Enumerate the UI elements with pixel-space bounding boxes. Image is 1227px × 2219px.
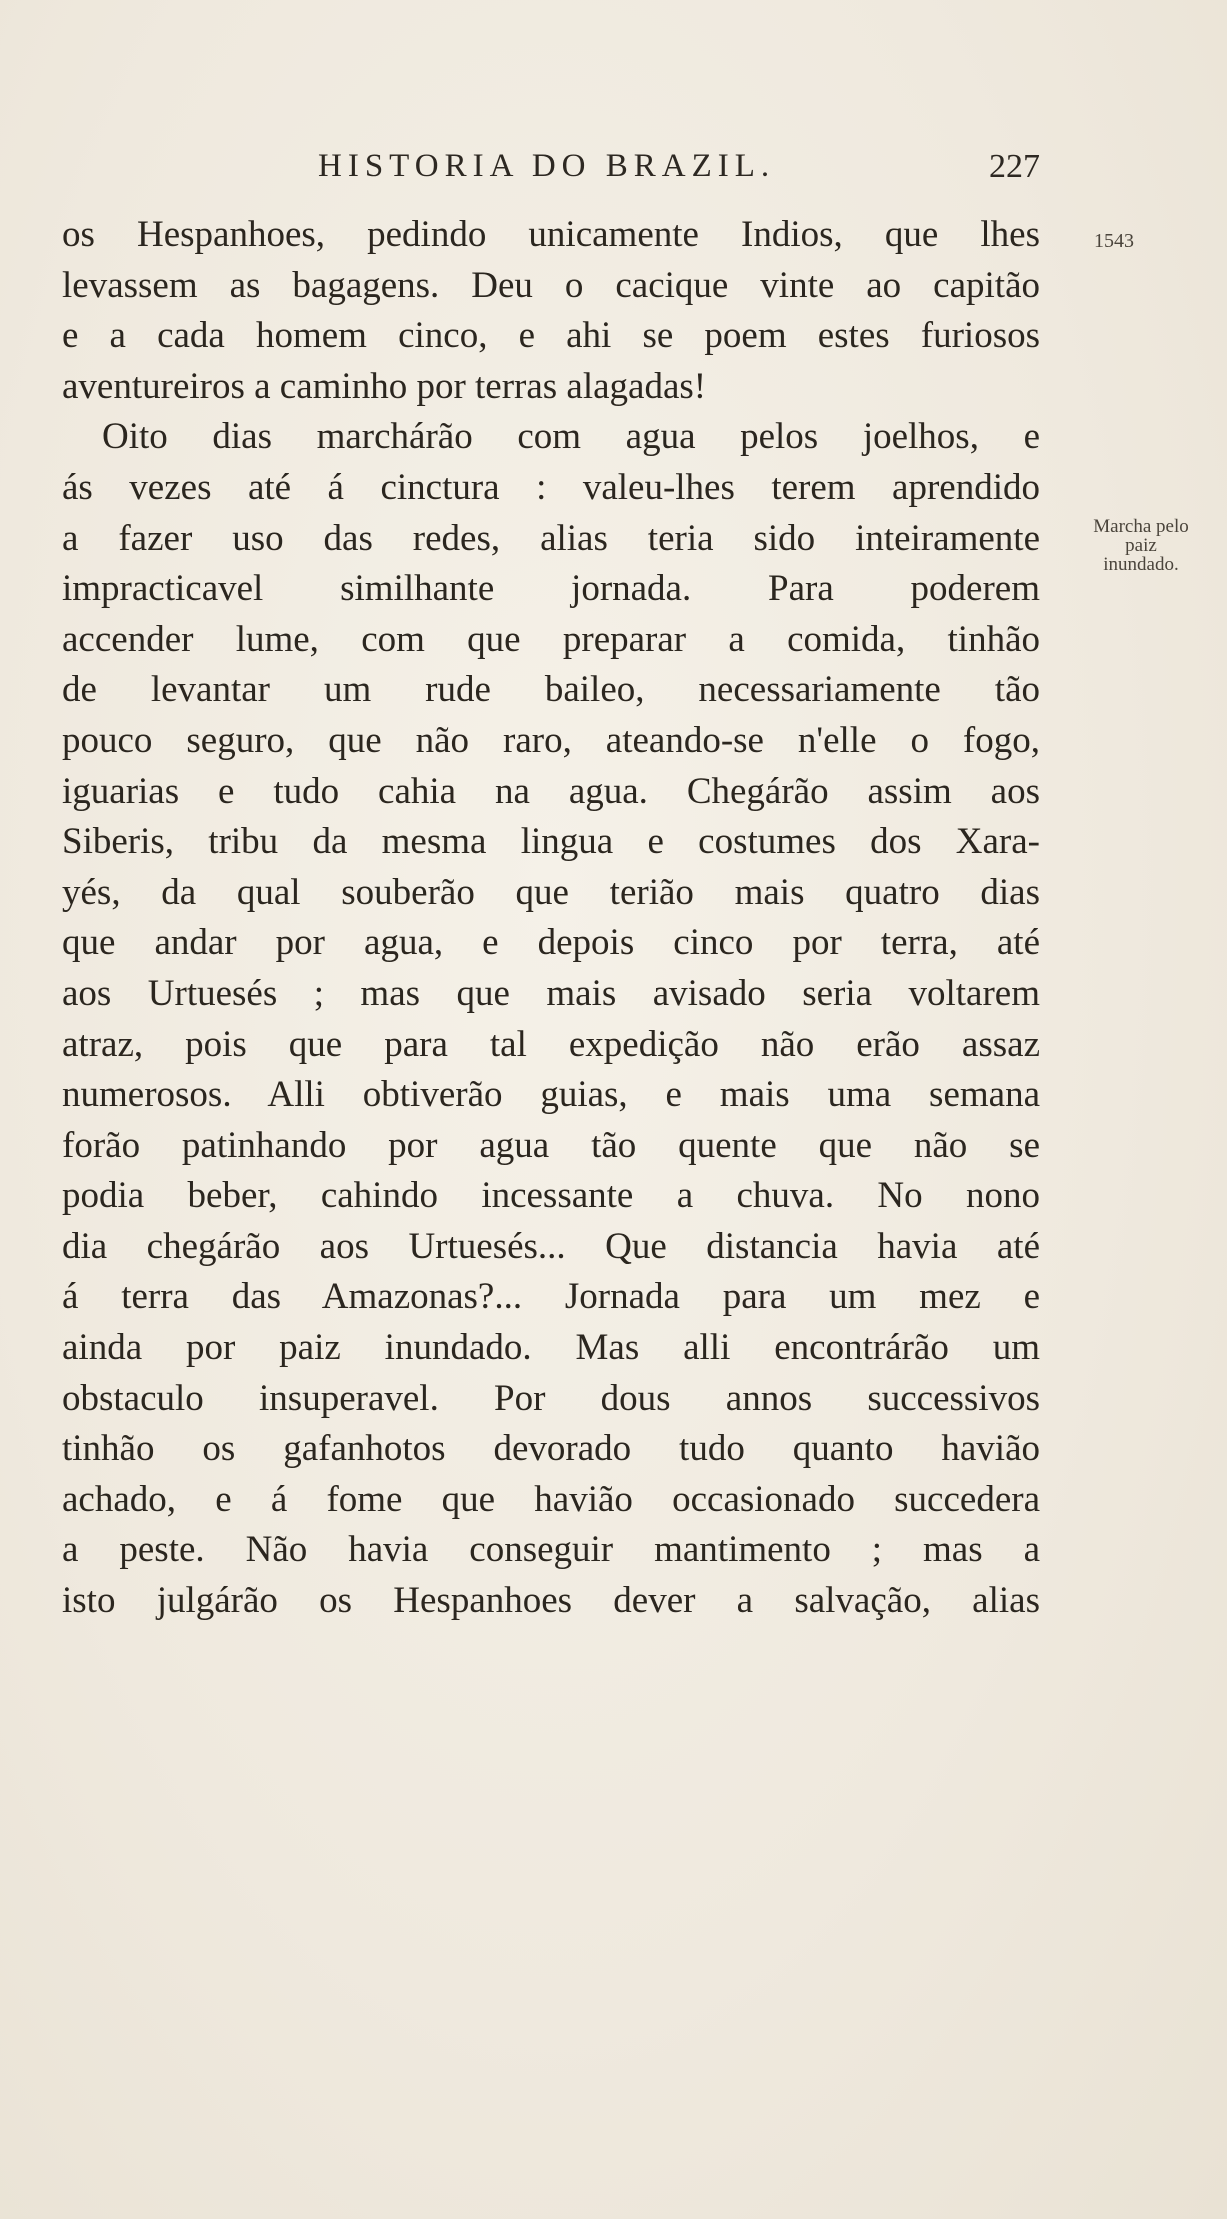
text-line: tinhão os gafanhotos devorado tudo quanto havião: [62, 1428, 1040, 1470]
running-title: HISTORIA DO BRAZIL.: [318, 148, 776, 184]
text-line: á terra das Amazonas?... Jornada para um mez e: [62, 1276, 1040, 1318]
text-line: pouco seguro, que não raro, ateando-se n'elle o fogo,: [62, 719, 1040, 761]
text-line: achado, e á fome que havião occasionado succedera: [62, 1478, 1040, 1520]
running-head: [0, 148, 1040, 198]
text-line: Siberis, tribu da mesma lingua e costumes dos Xara-: [62, 821, 1040, 863]
text-line: atraz, pois que para tal expedição não erão assaz: [62, 1023, 1040, 1065]
text-line: yés, da qual souberão que terião mais quatro dias: [62, 871, 1040, 913]
side-note-line: inundado.: [1103, 554, 1179, 575]
text-line: impracticavel similhante jornada. Para poderem: [62, 568, 1040, 610]
text-line: aventureiros a caminho por terras alagadas!: [62, 365, 707, 407]
text-line: accender lume, com que preparar a comida, tinhão: [62, 618, 1040, 660]
side-note: [1078, 517, 1204, 574]
text-line: aos Urtuesés ; mas que mais avisado seria voltarem: [62, 972, 1040, 1014]
text-line: a fazer uso das redes, alias teria sido inteiramente: [62, 517, 1040, 559]
text-line: os Hespanhoes, pedindo unicamente Indios, que lhes: [62, 214, 1040, 255]
text-line: ainda por paiz inundado. Mas alli encontrárão um: [62, 1327, 1040, 1369]
text-line: forão patinhando por agua tão quente que não se: [62, 1124, 1040, 1166]
text-line: iguarias e tudo cahia na agua. Chegárão assim aos: [62, 770, 1040, 812]
text-line: Oito dias marchárão com agua pelos joelhos, e: [102, 416, 1040, 458]
text-line: levassem as bagagens. Deu o cacique vinte ao capitão: [62, 264, 1040, 306]
text-line: a peste. Não havia conseguir mantimento ; mas a: [62, 1529, 1040, 1571]
text-line: e a cada homem cinco, e ahi se poem estes furiosos: [62, 315, 1040, 357]
page-number: 227: [989, 148, 1040, 185]
text-line: obstaculo insuperavel. Por dous annos successivos: [62, 1377, 1040, 1419]
text-line: numerosos. Alli obtiverão guias, e mais uma semana: [62, 1074, 1040, 1116]
text-line: ás vezes até á cinctura : valeu-lhes terem aprendido: [62, 466, 1040, 508]
body-text: [62, 210, 1040, 1627]
side-note-line: paiz: [1125, 535, 1157, 556]
text-line: dia chegárão aos Urtuesés... Que distancia havia até: [62, 1225, 1040, 1267]
text-line: isto julgárão os Hespanhoes dever a salvação, alias: [62, 1580, 1040, 1622]
margin-year: 1543: [1094, 230, 1134, 252]
text-line: que andar por agua, e depois cinco por terra, até: [62, 922, 1040, 964]
text-line: de levantar um rude baileo, necessariamente tão: [62, 669, 1040, 711]
side-note-line: Marcha pelo: [1093, 516, 1189, 537]
text-line: podia beber, cahindo incessante a chuva. No nono: [62, 1175, 1040, 1217]
